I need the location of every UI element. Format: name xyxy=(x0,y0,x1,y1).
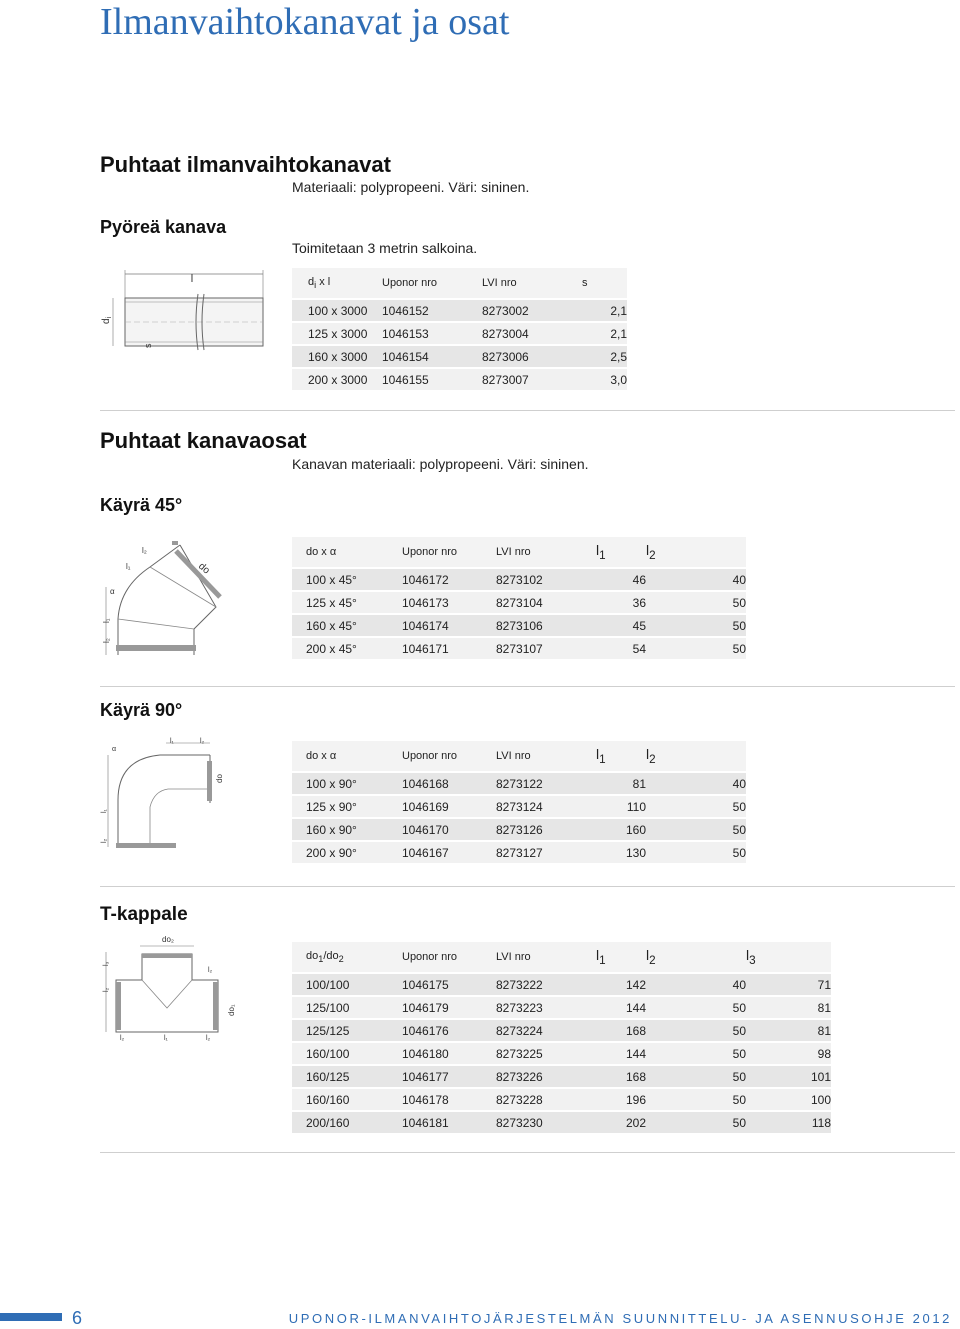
col-header-l2: $l_2$ xyxy=(646,537,746,567)
duct-diameter-label: $d_i$ xyxy=(101,316,113,324)
table-row: 160 x 90° 1046170 8273126 160 50 xyxy=(292,817,746,840)
table-row: 100 x 45° 1046172 8273102 46 40 xyxy=(292,567,746,590)
table-row: 125/125 1046176 8273224 168 50 81 xyxy=(292,1018,831,1041)
tee-l2-top-label: l₂ xyxy=(208,967,213,974)
tee-l3-label: l₃ xyxy=(103,961,110,966)
col-header-lvi: LVI nro xyxy=(482,268,582,298)
ducts-material-note: Materiaali: polypropeeni. Väri: sininen. xyxy=(292,179,530,195)
tee-do1-label: do₁ xyxy=(227,1004,236,1016)
parts-material-note: Kanavan materiaali: polypropeeni. Väri: sininen. xyxy=(292,456,589,472)
divider xyxy=(100,686,955,687)
round-duct-title: Pyöreä kanava xyxy=(100,217,227,237)
tee-diagram xyxy=(98,932,248,1047)
table-row: 125 x 90° 1046169 8273124 110 50 xyxy=(292,794,746,817)
table-row: 160 x 3000 1046154 8273006 2,5 xyxy=(292,344,627,367)
table-row: 100/100 1046175 8273222 142 40 71 xyxy=(292,972,831,995)
table-row: 100 x 3000 1046152 8273002 2,1 xyxy=(292,298,627,321)
bend45-table xyxy=(292,537,746,659)
section-title-ducts: Puhtaat ilmanvaihtokanavat xyxy=(100,152,391,177)
table-row: 200 x 90° 1046167 8273127 130 50 xyxy=(292,840,746,863)
col-header-l1: $l_1$ xyxy=(596,741,646,771)
table-row: 160/160 1046178 8273228 196 50 100 xyxy=(292,1087,831,1110)
bend90-l2-top-label: l₂ xyxy=(200,738,205,745)
ducts-delivery-note: Toimitetaan 3 metrin salkoina. xyxy=(292,240,478,256)
col-header-lvi: LVI nro xyxy=(496,942,596,972)
col-header-uponor: Uponor nro xyxy=(396,741,496,771)
tee-l2-side-label: l₂ xyxy=(103,987,110,992)
bend90-table-header xyxy=(292,741,746,771)
section-title-parts: Puhtaat kanavaosat xyxy=(100,428,307,453)
duct-table xyxy=(292,268,627,390)
table-row: 125/100 1046179 8273223 144 50 81 xyxy=(292,995,831,1018)
col-header-l2: $l_2$ xyxy=(646,942,746,972)
bend45-table-header xyxy=(292,537,746,567)
col-header-l3: $l_3$ xyxy=(746,942,831,972)
bend45-l2-top-label: l₂ xyxy=(142,546,147,555)
bend45-l1-top-label: l₁ xyxy=(126,562,131,571)
col-header-dim: do x α xyxy=(292,741,396,771)
footer-document-title: UPONOR-ILMANVAIHTOJÄRJESTELMÄN SUUNNITTELU- JA ASENNUSOHJE 2012 xyxy=(288,1311,952,1326)
col-header-s: s xyxy=(582,268,627,298)
bend90-l1-side-label: l₁ xyxy=(101,809,108,813)
table-row: 100 x 90° 1046168 8273122 81 40 xyxy=(292,771,746,794)
tee-table xyxy=(292,942,831,1133)
tee-l1-bottom-label: l₁ xyxy=(164,1035,168,1042)
col-header-l1: $l_1$ xyxy=(596,537,646,567)
bend45-alpha-label: α xyxy=(110,587,115,596)
bend45-l2-side-label: l₂ xyxy=(102,638,111,643)
col-header-uponor: Uponor nro xyxy=(396,942,496,972)
tee-do2-label: do₂ xyxy=(162,935,175,944)
bend45-title: Käyrä 45° xyxy=(100,495,183,515)
round-duct-diagram xyxy=(95,268,275,358)
page-number: 6 xyxy=(72,1308,83,1328)
col-header-lvi: LVI nro xyxy=(496,741,596,771)
table-row: 200 x 3000 1046155 8273007 3,0 xyxy=(292,367,627,390)
bend90-l2-side-label: l₂ xyxy=(101,838,108,843)
bend45-l1-side-label: l₁ xyxy=(102,618,111,623)
table-row: 160/100 1046180 8273225 144 50 98 xyxy=(292,1041,831,1064)
bend45-do-label: do xyxy=(196,560,212,577)
table-row: 160 x 45° 1046174 8273106 45 50 xyxy=(292,613,746,636)
table-row: 200 x 45° 1046171 8273107 54 50 xyxy=(292,636,746,659)
divider xyxy=(100,1152,955,1153)
col-header-uponor: Uponor nro xyxy=(382,268,482,298)
bend90-diagram xyxy=(98,735,228,855)
table-row: 125 x 45° 1046173 8273104 36 50 xyxy=(292,590,746,613)
bend90-table xyxy=(292,741,746,863)
col-header-lvi: LVI nro xyxy=(496,537,596,567)
col-header-dim: $do_1/do_2$ xyxy=(292,942,396,972)
tee-l2-bottom-right-label: l₂ xyxy=(206,1035,211,1042)
col-header-l1: $l_1$ xyxy=(596,942,646,972)
duct-wall-label: s xyxy=(143,343,153,348)
footer-accent-bar xyxy=(0,1313,62,1321)
page-title: Ilmanvaihtokanavat ja osat xyxy=(100,1,510,43)
divider xyxy=(100,886,955,887)
bend90-do-label: do xyxy=(215,774,224,783)
tee-table-header xyxy=(292,942,831,972)
tee-l2-bottom-left-label: l₂ xyxy=(120,1035,125,1042)
duct-length-label: l xyxy=(190,273,194,285)
col-header-l2: $l_2$ xyxy=(646,741,746,771)
duct-table-header xyxy=(292,268,627,298)
tee-title: T-kappale xyxy=(100,904,188,925)
bend90-l1-top-label: l₁ xyxy=(170,738,174,745)
bend90-alpha-label: α xyxy=(112,746,117,753)
table-row: 200/160 1046181 8273230 202 50 118 xyxy=(292,1110,831,1133)
col-header-dim: do x α xyxy=(292,537,396,567)
bend90-title: Käyrä 90° xyxy=(100,700,183,720)
col-header-dim: $d_i$ x l xyxy=(292,268,382,298)
table-row: 125 x 3000 1046153 8273004 2,1 xyxy=(292,321,627,344)
col-header-uponor: Uponor nro xyxy=(396,537,496,567)
divider xyxy=(100,410,955,411)
table-row: 160/125 1046177 8273226 168 50 101 xyxy=(292,1064,831,1087)
bend45-diagram xyxy=(98,537,228,662)
